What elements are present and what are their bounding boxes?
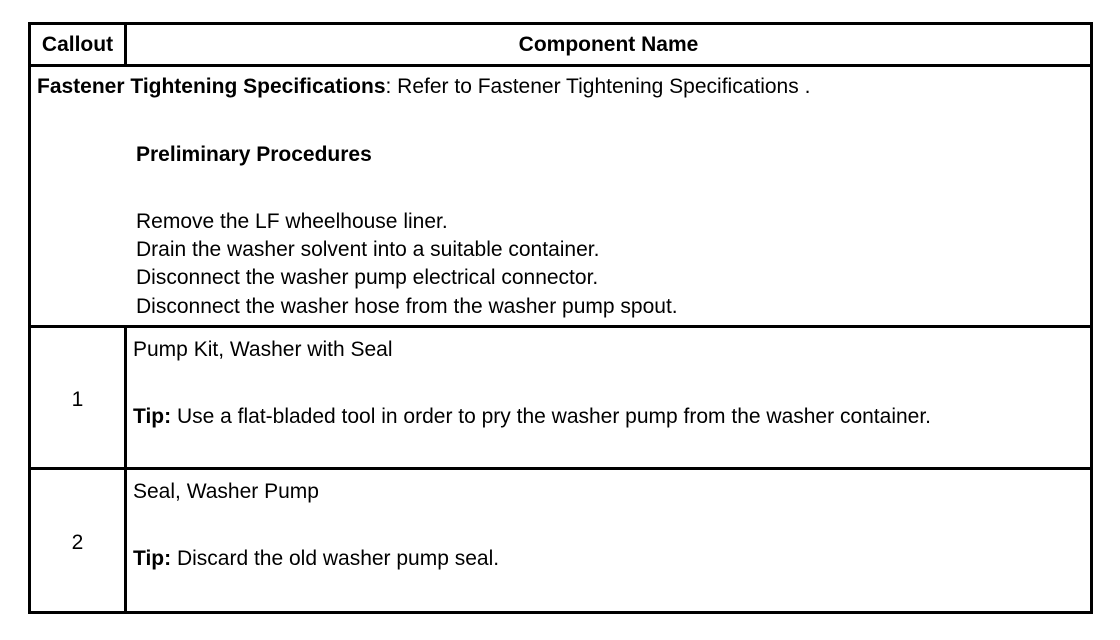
fastener-reference: : Refer to Fastener Tightening Specifications . xyxy=(385,75,811,98)
component-tip xyxy=(133,545,499,573)
row-divider xyxy=(28,467,1093,470)
tip-label: Tip: xyxy=(133,405,172,428)
callout-header: Callout xyxy=(41,33,114,56)
component-name: Pump Kit, Washer with Seal xyxy=(133,338,393,361)
preliminary-procedures-title: Preliminary Procedures xyxy=(136,143,372,166)
tip-text: Use a flat-bladed tool in order to pry the washer pump from the washer container. xyxy=(171,405,932,428)
callout-number: 2 xyxy=(71,531,84,554)
step-2: Drain the washer solvent into a suitable container. xyxy=(136,238,600,261)
fastener-specifications xyxy=(37,73,810,101)
step-3: Disconnect the washer pump electrical connector. xyxy=(136,266,599,289)
step-4: Disconnect the washer hose from the washer pump spout. xyxy=(136,295,678,318)
tip-label: Tip: xyxy=(133,547,172,570)
fastener-label: Fastener Tightening Specifications xyxy=(37,75,386,98)
component-name-header: Component Name xyxy=(518,33,699,56)
component-name: Seal, Washer Pump xyxy=(133,480,319,503)
callout-number: 1 xyxy=(71,388,84,411)
header-divider xyxy=(28,64,1093,67)
intro-divider xyxy=(28,325,1093,328)
rows-column-divider xyxy=(124,325,127,614)
tip-text: Discard the old washer pump seal. xyxy=(171,547,500,570)
step-1: Remove the LF wheelhouse liner. xyxy=(136,210,448,233)
component-tip xyxy=(133,403,931,431)
